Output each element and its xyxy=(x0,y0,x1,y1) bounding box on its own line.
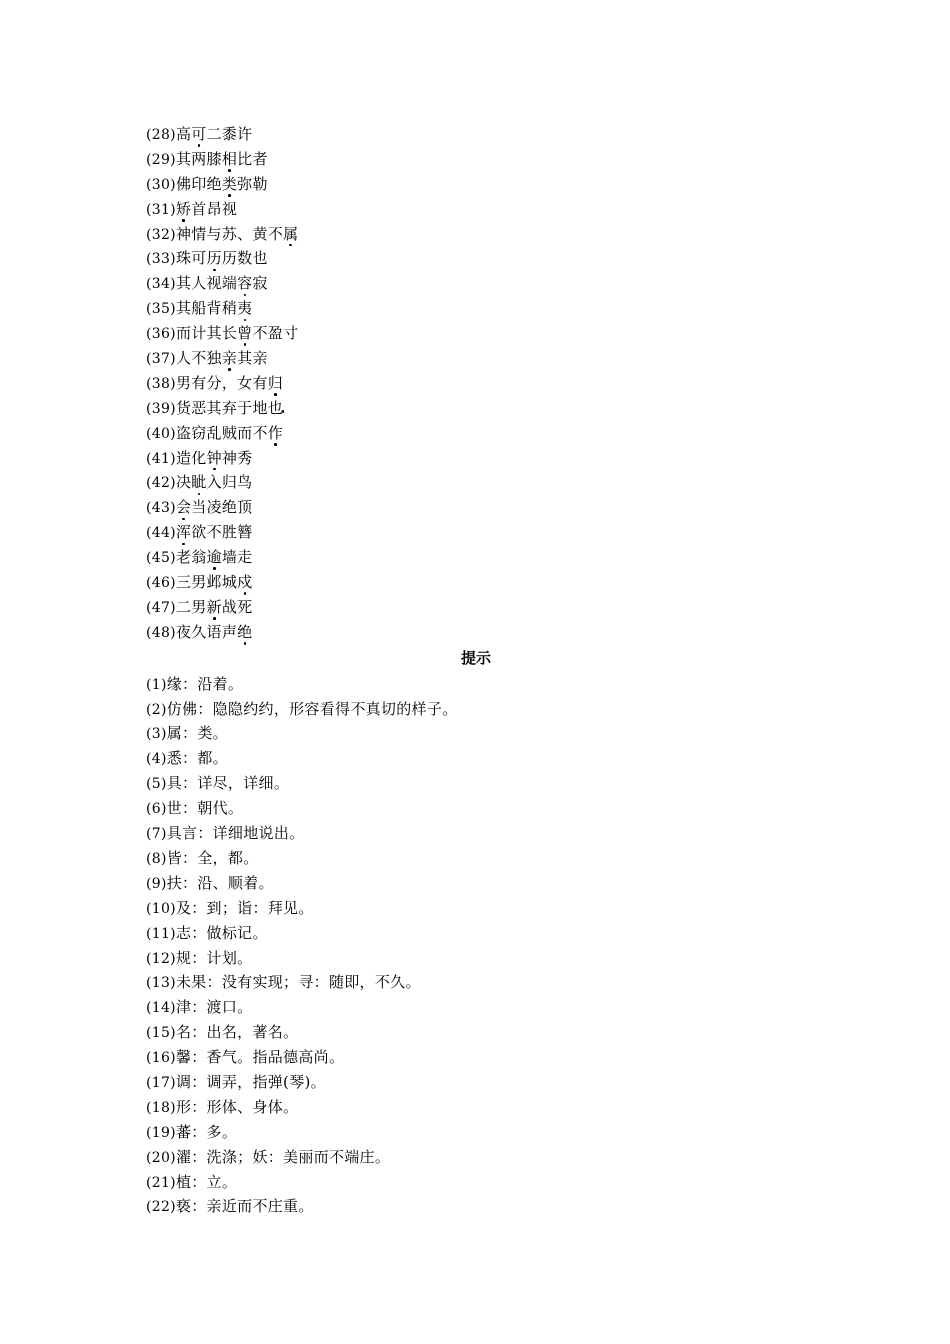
emphasized-character: 相 xyxy=(222,147,237,172)
answer-number: (6) xyxy=(146,801,167,818)
question-number: (42) xyxy=(146,475,176,492)
answer-number: (21) xyxy=(146,1174,176,1191)
question-number: (28) xyxy=(146,127,176,143)
answer-list xyxy=(146,672,806,1220)
question-text-after: 历数也 xyxy=(221,249,268,268)
answer-number: (3) xyxy=(146,726,167,743)
emphasized-character: 亲 xyxy=(222,346,237,371)
question-number: (48) xyxy=(146,624,176,641)
question-number: (35) xyxy=(146,301,176,318)
question-item xyxy=(146,446,806,471)
answer-text: 仿佛：隐隐约约，形容看得不真切的样子。 xyxy=(166,699,458,718)
question-item xyxy=(146,371,806,396)
question-number: (31) xyxy=(146,201,176,218)
answer-item xyxy=(146,1095,806,1120)
answer-text: 皆：全，都。 xyxy=(166,848,259,867)
answer-text: 亵：亲近而不庄重。 xyxy=(175,1197,314,1216)
question-item xyxy=(146,197,806,222)
answer-number: (19) xyxy=(146,1124,176,1141)
question-text-before: 其船背稍 xyxy=(175,299,238,318)
answer-item xyxy=(146,771,806,796)
question-text-before: 其人视端 xyxy=(175,274,238,293)
question-number: (47) xyxy=(146,599,176,616)
question-item xyxy=(146,520,806,545)
answer-item xyxy=(146,995,806,1020)
question-number: (45) xyxy=(146,550,176,567)
question-item xyxy=(146,421,806,446)
emphasized-character: 可 xyxy=(191,122,206,147)
answer-number: (8) xyxy=(146,850,167,867)
answer-text: 馨：香气。指品德高尚。 xyxy=(175,1048,345,1067)
answer-number: (4) xyxy=(146,751,167,768)
answer-text: 未果：没有实现；寻：随即，不久。 xyxy=(175,973,421,992)
answer-text: 缘：沿着。 xyxy=(166,674,244,693)
question-number: (33) xyxy=(146,251,176,268)
answer-item xyxy=(146,821,806,846)
answer-item xyxy=(146,746,806,771)
answer-text: 濯：洗涤；妖：美丽而不端庄。 xyxy=(175,1147,391,1166)
question-text-after: 弥勒 xyxy=(237,174,268,193)
question-text-before: 神情与苏、黄不 xyxy=(175,224,284,243)
emphasized-character: 历 xyxy=(207,246,222,271)
answer-text: 世：朝代。 xyxy=(166,799,244,818)
question-item xyxy=(146,570,806,595)
question-item xyxy=(146,495,806,520)
answer-text: 属：类。 xyxy=(166,724,228,743)
question-text-after: 比者 xyxy=(237,149,268,168)
question-number: (38) xyxy=(146,375,176,392)
answer-item xyxy=(146,896,806,921)
answer-text: 形：形体、身体。 xyxy=(175,1097,299,1116)
answer-text: 扶：沿、顺着。 xyxy=(166,873,274,892)
document-page xyxy=(146,122,806,1219)
question-number: (30) xyxy=(146,176,176,193)
question-text-before: 男有分，女有 xyxy=(175,373,268,392)
answer-number: (10) xyxy=(146,900,176,917)
question-number: (36) xyxy=(146,326,176,343)
question-text-before: 决 xyxy=(175,473,192,492)
question-text-before: 盗窃乱贼而不 xyxy=(175,423,268,442)
question-item xyxy=(146,595,806,620)
answer-number: (5) xyxy=(146,776,167,793)
emphasized-character: 绝 xyxy=(237,620,252,645)
answer-number: (9) xyxy=(146,875,167,892)
question-item xyxy=(146,346,806,371)
question-item xyxy=(146,271,806,296)
question-text-before: 二男 xyxy=(175,597,207,616)
answer-item xyxy=(146,970,806,995)
answer-text: 悉：都。 xyxy=(166,749,228,768)
question-text-after: 寂 xyxy=(252,274,268,293)
question-text-before: 三男邺城 xyxy=(175,573,238,592)
emphasized-character: 归 xyxy=(268,371,283,396)
emphasized-character: 逾 xyxy=(207,545,222,570)
question-text-after: 当凌绝顶 xyxy=(191,498,253,517)
answer-text: 具：详尽，详细。 xyxy=(166,774,290,793)
answer-text: 名：出名，著名。 xyxy=(175,1023,299,1042)
emphasized-character: 容 xyxy=(237,271,252,296)
answer-item xyxy=(146,796,806,821)
question-item xyxy=(146,222,806,247)
question-item xyxy=(146,470,806,495)
question-item xyxy=(146,396,806,421)
question-text-before: 老翁 xyxy=(175,548,207,567)
answer-text: 津：渡口。 xyxy=(175,998,253,1017)
answer-item xyxy=(146,871,806,896)
answer-number: (7) xyxy=(146,826,167,843)
emphasized-character: 类 xyxy=(222,172,237,197)
emphasized-character: 钟 xyxy=(207,446,222,471)
question-text-before: 佛印绝 xyxy=(175,174,222,193)
answer-item xyxy=(146,721,806,746)
question-number: (34) xyxy=(146,276,176,293)
question-text-before: 货恶其弃于地也 xyxy=(175,398,284,417)
question-item xyxy=(146,172,806,197)
question-text-after: 其亲 xyxy=(237,349,268,368)
question-number: (39) xyxy=(146,400,176,417)
answer-number: (15) xyxy=(146,1025,176,1042)
answer-item xyxy=(146,921,806,946)
question-text-after: 入归鸟 xyxy=(206,473,253,492)
question-item xyxy=(146,620,806,645)
answer-number: (16) xyxy=(146,1050,176,1067)
emphasized-character: 矫 xyxy=(176,197,191,222)
answer-text: 蕃：多。 xyxy=(175,1122,238,1141)
answer-item xyxy=(146,1045,806,1070)
question-number: (40) xyxy=(146,425,176,442)
answer-item xyxy=(146,672,806,697)
answer-item xyxy=(146,946,806,971)
question-text-before: 而计其长 xyxy=(175,324,238,343)
question-text-after: 墙走 xyxy=(221,548,253,567)
question-list xyxy=(146,122,806,645)
question-text-before: 夜久语声 xyxy=(175,622,238,641)
question-number: (41) xyxy=(146,450,176,467)
question-text-after: 首昂视 xyxy=(191,199,238,218)
answer-number: (22) xyxy=(146,1199,176,1216)
answer-item xyxy=(146,1170,806,1195)
question-text-after: 欲不胜簪 xyxy=(191,523,253,542)
answer-text: 调：调弄，指弹(琴)。 xyxy=(175,1072,326,1091)
question-text-after: 不盈寸 xyxy=(252,324,299,343)
answer-item xyxy=(146,1120,806,1145)
question-text-after: 神秀 xyxy=(221,448,253,467)
emphasized-character: 属 xyxy=(283,222,298,247)
question-number: (29) xyxy=(146,151,176,168)
question-number: (46) xyxy=(146,575,176,592)
answer-number: (18) xyxy=(146,1099,176,1116)
answer-text: 及：到；诣：拜见。 xyxy=(175,898,314,917)
question-item xyxy=(146,545,806,570)
question-item xyxy=(146,246,806,271)
question-number: (37) xyxy=(146,351,176,368)
answer-item xyxy=(146,846,806,871)
question-text-after: 战死 xyxy=(221,597,253,616)
answer-number: (2) xyxy=(146,701,167,718)
answer-text: 志：做标记。 xyxy=(175,923,268,942)
answer-item xyxy=(146,1145,806,1170)
question-item xyxy=(146,147,806,172)
emphasized-character: 新 xyxy=(207,595,222,620)
answer-item xyxy=(146,1070,806,1095)
answer-item xyxy=(146,697,806,722)
emphasized-character: 作 xyxy=(268,421,283,446)
answer-number: (12) xyxy=(146,950,176,967)
question-item xyxy=(146,321,806,346)
answer-item xyxy=(146,1020,806,1045)
question-text-before: 其两膝 xyxy=(175,149,222,168)
question-text-before: 高 xyxy=(175,125,192,143)
answer-number: (17) xyxy=(146,1074,176,1091)
answer-item xyxy=(146,1194,806,1219)
question-text-after: 二黍许 xyxy=(206,125,253,143)
emphasized-character: 戍 xyxy=(237,570,252,595)
answer-text: 规：计划。 xyxy=(175,948,253,967)
emphasized-character: 曾 xyxy=(237,321,252,346)
answer-text: 具言：详细地说出。 xyxy=(166,824,305,843)
answer-number: (1) xyxy=(146,676,167,693)
hint-heading: 提示 xyxy=(460,648,491,667)
answer-number: (14) xyxy=(146,1000,176,1017)
question-item xyxy=(146,122,806,147)
question-text-before: 珠可 xyxy=(175,249,207,268)
emphasized-character: 眦 xyxy=(191,470,206,495)
answer-number: (11) xyxy=(146,925,176,942)
answer-text: 植：立。 xyxy=(175,1172,238,1191)
question-number: (44) xyxy=(146,525,176,542)
answer-number: (20) xyxy=(146,1149,176,1166)
question-text-before: 人不独 xyxy=(175,349,222,368)
emphasized-character: 夷 xyxy=(237,296,252,321)
question-number: (43) xyxy=(146,500,176,517)
answer-number: (13) xyxy=(146,975,176,992)
question-text-before: 造化 xyxy=(175,448,207,467)
question-item xyxy=(146,296,806,321)
emphasized-character: 浑 xyxy=(176,520,191,545)
question-number: (32) xyxy=(146,226,176,243)
emphasized-character: 会 xyxy=(176,495,191,520)
